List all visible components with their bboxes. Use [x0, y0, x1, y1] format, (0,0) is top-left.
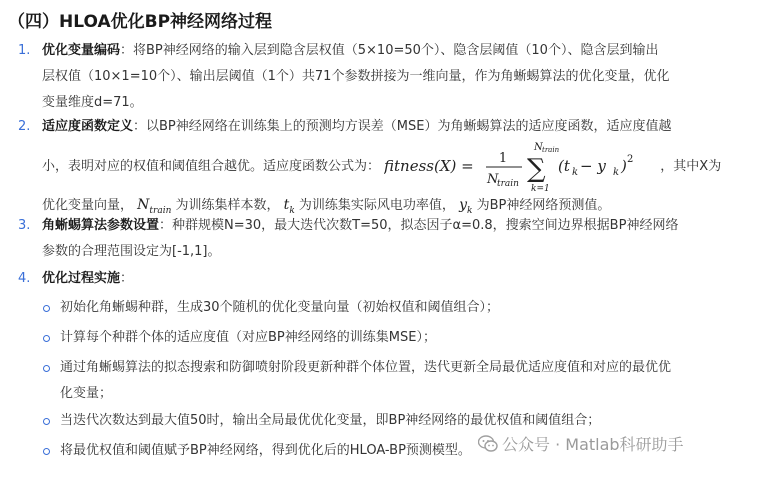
list-item-body	[42, 114, 742, 224]
fitness-formula-svg	[384, 140, 656, 192]
item-text-line: 小，表明对应的权值和阈值组合越优。适应度函数公式为：	[42, 158, 381, 174]
list-item-body	[42, 266, 742, 292]
formula-term-end: )	[621, 157, 628, 175]
watermark	[478, 432, 684, 457]
math-var: $N_{train}$	[137, 197, 172, 216]
circle-bullet-icon	[43, 448, 50, 455]
formula-term-mid: − y	[580, 157, 606, 175]
item-text-line: 为训练集样本数，	[175, 198, 280, 213]
item-text-line: 参数的合理范围设定为[-1,1]。	[42, 244, 221, 259]
formula-frac-num: 1	[499, 151, 508, 166]
item-title: 优化过程实施	[42, 271, 121, 286]
sum-sign: ∑	[527, 154, 546, 184]
formula-power: 2	[627, 154, 634, 165]
item-text-line: ：将BP神经网络的输入层到隐含层权值（5×10=50个）、隐含层阈值（10个）、隐含层到输出	[120, 43, 659, 58]
item-text-line: 层权值（10×1=10个）、输出层阈值（1个）共71个参数拼接为一维向量，作为角蜥蜴算法的优化变量，优化	[42, 69, 670, 84]
formula-sum-top-sub: train	[542, 146, 560, 154]
list-item-body	[42, 213, 742, 265]
math-var: $y_k$	[459, 197, 473, 216]
circle-bullet-icon	[43, 365, 50, 372]
item-title: 角蜥蜴算法参数设置	[42, 218, 160, 233]
sub-item-text: 将最优权值和阈值赋予BP神经网络，得到优化后的HLOA-BP预测模型。	[60, 443, 471, 458]
circle-bullet-icon	[43, 305, 50, 312]
sub-item-text: 计算每个种群个体的适应度值（对应BP神经网络的训练集MSE）；	[60, 330, 436, 345]
sub-item-text: 化变量；	[60, 386, 113, 401]
formula-term: (t	[558, 157, 571, 175]
list-number: 4.	[18, 271, 31, 286]
item-text-line: ：以BP神经网络在训练集上的预测均方误差（MSE）为角蜥蜴算法的适应度函数，适应度值越	[133, 119, 672, 134]
item-title-suffix: ：	[120, 271, 134, 286]
section-heading: （四）HLOA优化BP神经网络过程	[8, 12, 273, 32]
wechat-icon	[478, 435, 498, 457]
list-number: 3.	[18, 218, 31, 233]
watermark-text: 公众号 · Matlab科研助手	[502, 435, 684, 454]
fitness-formula	[384, 140, 656, 193]
list-number: 1.	[18, 43, 31, 58]
formula-term-sub2: k	[613, 167, 620, 178]
item-text-line: ，其中X为	[660, 158, 722, 174]
item-text-line: 优化变量向量，	[42, 198, 134, 213]
sub-item-text: 当迭代次数达到最大值50时，输出全局最优优化变量，即BP神经网络的最优权值和阈值组合；	[60, 413, 601, 428]
list-number: 2.	[18, 119, 31, 134]
formula-sum-bottom: k=1	[531, 184, 550, 192]
item-title: 适应度函数定义	[42, 119, 134, 134]
item-text-line: 变量维度d=71。	[42, 95, 143, 110]
item-title: 优化变量编码	[42, 43, 121, 58]
formula-lhs: fitness(X) =	[384, 157, 474, 175]
formula-term-sub1: k	[572, 167, 579, 178]
formula-frac-den-sub: train	[497, 179, 520, 189]
sub-item-text: 通过角蜥蜴算法的拟态搜索和防御喷射阶段更新种群个体位置，迭代更新全局最优适应度值和对应的最优优	[60, 360, 672, 375]
math-var: $t_k$	[283, 197, 295, 216]
circle-bullet-icon	[43, 335, 50, 342]
item-text-line: 为训练集实际风电功率值，	[298, 198, 455, 213]
list-item-body	[42, 38, 742, 116]
formula-frac-den: N	[487, 172, 499, 187]
item-text-line: ：种群规模N=30，最大迭代次数T=50，拟态因子α=0.8，搜索空间边界根据BP神经网络	[159, 218, 679, 233]
item-text-line: 为BP神经网络预测值。	[476, 198, 611, 213]
circle-bullet-icon	[43, 418, 50, 425]
sub-item-text: 初始化角蜥蜴种群，生成30个随机的优化变量向量（初始权值和阈值组合）；	[60, 300, 500, 315]
formula-sum-top: N	[534, 142, 543, 153]
